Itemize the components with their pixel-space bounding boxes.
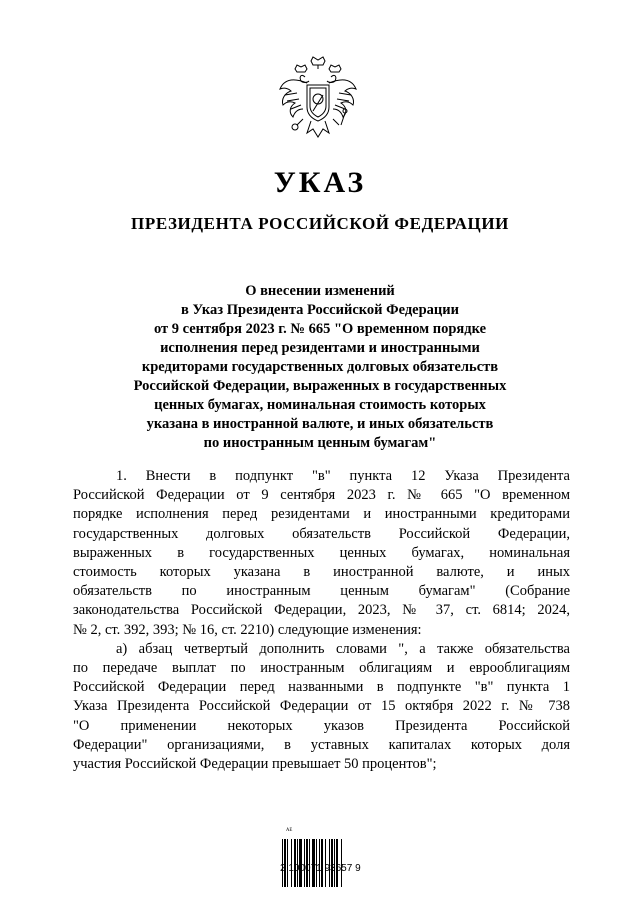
heading-line: Российской Федерации, выраженных в государственных	[133, 378, 507, 394]
body-line: а) абзац четвертый дополнить словами ", а также обязательства	[116, 640, 570, 657]
barcode-number: 2 100071 93657 9	[280, 863, 361, 874]
body-line: "О применении некоторых указов Президента Российской	[73, 717, 570, 734]
paragraph-1	[73, 467, 570, 640]
paragraph-2	[73, 640, 570, 774]
body-line: Российской Федерации перед названными в подпункте "в" пункта 1	[73, 679, 570, 696]
body-line: выраженных в государственных ценных бумагах, номинальная	[73, 544, 570, 561]
heading-line: кредиторами государственных долговых обязательств	[141, 359, 499, 375]
state-emblem-icon	[277, 55, 359, 143]
heading-line: ценных бумагах, номинальная стоимость которых	[154, 397, 486, 413]
body-line: 1. Внести в подпункт "в" пункта 12 Указа Президента	[116, 468, 570, 484]
body-line: по передаче выплат по иностранным облигациям и еврооблигациям	[73, 660, 570, 677]
decree-body	[73, 467, 570, 774]
body-line: законодательства Российской Федерации, 2023, № 37, ст. 6814; 2024,	[73, 602, 570, 619]
body-line: порядке исполнения перед резидентами и иностранными кредиторами	[73, 506, 570, 523]
heading-line: О внесении изменений	[245, 283, 395, 299]
body-line: Указа Президента Российской Федерации от 15 октября 2022 г. № 738	[73, 698, 570, 715]
decree-heading	[80, 282, 560, 453]
barcode-mark: ᴬᴱ	[286, 826, 293, 835]
body-line: № 2, ст. 392, 393; № 16, ст. 2210) следующие изменения:	[73, 621, 422, 638]
document-title: УКАЗ	[273, 166, 367, 199]
heading-line: по иностранным ценным бумагам"	[203, 435, 437, 451]
heading-line: в Указ Президента Российской Федерации	[180, 302, 459, 318]
body-line: государственных долговых обязательств Российской Федерации,	[73, 525, 570, 542]
body-line: участия Российской Федерации превышает 50 процентов";	[73, 756, 437, 773]
heading-line: указана в иностранной валюте, и иных обязательств	[146, 416, 494, 432]
heading-line: исполнения перед резидентами и иностранными	[160, 340, 480, 356]
heading-line: от 9 сентября 2023 г. № 665 "О временном порядке	[153, 321, 487, 337]
body-line: Федерации" организациями, в уставных капиталах которых доля	[73, 736, 570, 753]
body-line: обязательств по иностранным ценным бумагам" (Собрание	[73, 583, 570, 600]
body-line: Российской Федерации от 9 сентября 2023 г. № 665 "О временном	[73, 487, 570, 504]
body-line: стоимость которых указана в иностранной валюте, и иных	[73, 564, 570, 581]
document-subtitle: ПРЕЗИДЕНТА РОССИЙСКОЙ ФЕДЕРАЦИИ	[131, 214, 509, 233]
